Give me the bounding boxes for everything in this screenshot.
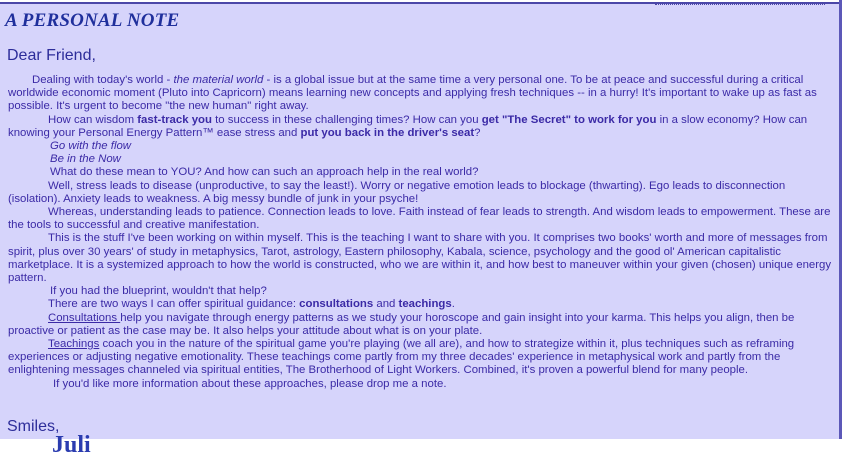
text: Dealing with today's world -	[32, 74, 174, 86]
text: How can wisdom	[48, 113, 138, 126]
paragraph-blueprint: If you had the blueprint, wouldn't that help?	[50, 285, 267, 298]
top-divider	[655, 4, 825, 8]
signature: Juli	[52, 432, 91, 458]
letter-body	[8, 74, 834, 391]
paragraph-teachings	[8, 338, 834, 378]
bold-text: consultations	[299, 298, 374, 311]
paragraph-questions	[8, 114, 834, 140]
bold-text: put you back in the driver's seat	[300, 126, 475, 139]
text: There are two ways I can offer spiritual guidance:	[48, 298, 300, 311]
text: in a slow economy? How can knowing your Personal Energy Pattern™ ease stress and	[8, 113, 808, 139]
emphasis-text: the material world	[173, 74, 264, 86]
phrase-be-in-now: Be in the Now	[50, 153, 121, 166]
text: .	[451, 298, 455, 311]
bold-text: get "The Secret" to work for you	[481, 113, 657, 126]
text: and	[373, 298, 399, 311]
paragraph-whereas: Whereas, understanding leads to patience. Connection leads to love. Faith instead of fear leads to strength. And wisdom leads to empowerment. These are the tools to successful and creative manifestation.	[8, 206, 831, 232]
text: ?	[474, 126, 481, 139]
page-heading: A PERSONAL NOTE	[5, 10, 180, 31]
text: help you navigate through energy patterns as we study your horoscope and gain insight into your karma. This helps you align, then be proactive or patient as the case may be. It also helps your attitude about what is on your plate.	[8, 311, 795, 337]
paragraph-material-world	[8, 74, 834, 114]
paragraph-consultations	[8, 312, 834, 338]
text: - is a global issue but at the same time a very personal one. To be at peace and successful during a critical worldwide economic moment (Pluto into Capricorn) means learning new concepts and applying fresh techniques -- in a hurry! It's important to wake up as fast as possible. It's urgent to become "the new human" right away.	[8, 74, 817, 113]
text: coach you in the nature of the spiritual game you're playing (we all are), and how to strategize within it, plus techniques such as reframing experiences or adjusting negative emotionality. These teachings come partly from my three decades' experience in metaphysical work and partly from the enlightening messages channeled via spiritual entities, The Brotherhood of Light Workers. Combined, it's proven a powerful blend for many people.	[8, 338, 795, 377]
paragraph-stuff: This is the stuff I've been working on within myself. This is the teaching I want to share with you. It comprises two books' worth and more of messages from spirit, plus over 30 years' of study in metaphysics, Tarot, astrology, Eastern philosophy, Kabala, science, psychology and the good ol' American capitalistic marketplace. It is a systemized approach to how the world is constructed, who we are within it, and how best to maneuver within your given (chosen) unique energy pattern.	[8, 232, 832, 285]
salutation: Dear Friend,	[7, 47, 96, 64]
note-panel	[0, 2, 840, 458]
consultations-link[interactable]: Consultations	[48, 311, 121, 324]
phrase-go-with-flow: Go with the flow	[50, 140, 132, 153]
paragraph-two-ways	[8, 298, 834, 311]
bold-text: fast-track you	[137, 113, 212, 126]
bold-text: teachings	[398, 298, 452, 311]
paragraph-stress: Well, stress leads to disease (unproductive, to say the least!). Worry or negative emotion leads to blockage (thwarting). Ego leads to disconnection (isolation). Anxiety leads to weakness. A big messy bundle of junk in your psyche!	[8, 179, 786, 205]
closing: Smiles,	[7, 418, 60, 435]
paragraph-what-mean: What do these mean to YOU? And how can such an approach help in the real world?	[50, 166, 479, 179]
text: to success in these challenging times? How can you	[211, 113, 482, 126]
paragraph-more-info: If you'd like more information about these approaches, please drop me a note.	[53, 377, 447, 390]
teachings-link[interactable]: Teachings	[48, 338, 100, 351]
